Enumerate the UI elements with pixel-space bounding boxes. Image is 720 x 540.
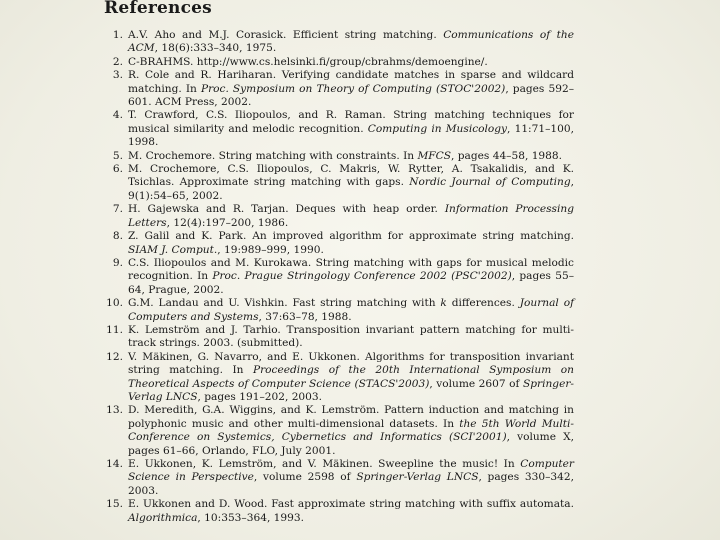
venue-title: Algorithmica [128, 511, 198, 524]
venue-title: Proc. Symposium on Theory of Computing (STOC'2002) [200, 82, 506, 95]
reference-text [128, 257, 574, 297]
reference-part: , volume 2598 of [253, 471, 357, 484]
math-variable: k [440, 297, 447, 310]
reference-item [104, 203, 574, 230]
reference-part: , 10:353–364, 1993. [197, 511, 305, 524]
reference-text [128, 297, 574, 324]
reference-item [104, 297, 574, 324]
venue-title: Communications of the ACM [128, 29, 574, 55]
reference-number: 7. [112, 203, 123, 216]
reference-item [104, 230, 574, 257]
venue-title: Nordic Journal of Computing [409, 176, 571, 189]
reference-text [128, 56, 574, 69]
reference-part: D. Meredith, G.A. Wiggins, and K. Lemström. Pattern induction and matching in polyphonic music and other multi-dimensional datasets. In [128, 404, 574, 430]
reference-part: , volume 2607 of [429, 377, 523, 390]
reference-part: H. Gajewska and R. Tarjan. Deques with heap order. [128, 203, 445, 216]
reference-part: R. Cole and R. Hariharan. Verifying candidate matches in sparse and wildcard matching. In [128, 69, 574, 95]
reference-number: 15. [106, 498, 123, 511]
reference-item [104, 324, 574, 351]
reference-part: V. Mäkinen, G. Navarro, and E. Ukkonen. Algorithms for transposition invariant string matching. In [128, 350, 574, 377]
reference-item [104, 498, 574, 525]
reference-number: 13. [106, 404, 123, 417]
reference-item [104, 163, 574, 203]
reference-text [128, 150, 574, 163]
reference-part: M. Crochemore, C.S. Iliopoulos, C. Makris, W. Rytter, A. Tsakalidis, and K. Tsichlas. Approximate string matching with gaps. [128, 163, 574, 189]
reference-text [128, 404, 574, 458]
reference-part: , 12(4):197–200, 1986. [166, 216, 289, 229]
reference-item [104, 29, 574, 56]
reference-part: , pages 191–202, 2003. [197, 390, 323, 403]
reference-part: differences. [446, 297, 520, 310]
reference-part: , 19:989–999, 1990. [217, 243, 324, 256]
reference-part: , pages 44–58, 1988. [451, 149, 563, 162]
reference-number: 11. [106, 323, 123, 336]
reference-text [128, 163, 574, 203]
reference-text [128, 69, 574, 109]
reference-text [128, 498, 574, 525]
reference-item [104, 150, 574, 163]
reference-item [104, 351, 574, 405]
venue-title: Journal of Computers and Systems [128, 297, 574, 323]
venue-title: MFCS [417, 149, 452, 162]
venue-title: SIAM J. Comput. [128, 243, 218, 256]
reference-part: , 9(1):54–65, 2002. [128, 176, 574, 202]
reference-number: 10. [106, 297, 123, 310]
reference-list [104, 29, 574, 525]
reference-item [104, 257, 574, 297]
reference-part: , 37:63–78, 1988. [258, 310, 352, 323]
reference-part: Z. Galil and K. Park. An improved algorithm for approximate string matching. [128, 230, 574, 243]
venue-title: Computer Science in Perspective [128, 458, 574, 484]
references-heading: References [104, 0, 212, 18]
reference-part: A.V. Aho and M.J. Corasick. Efficient string matching. [128, 29, 444, 41]
reference-part: , 11:71–100, 1998. [128, 122, 574, 149]
reference-text [128, 458, 574, 498]
series-title: Springer-Verlag LNCS [128, 377, 574, 403]
reference-part: G.M. Landau and U. Vishkin. Fast string matching with [128, 297, 441, 310]
reference-number: 12. [106, 350, 123, 363]
reference-part: C.S. Iliopoulos and M. Kurokawa. String matching with gaps for musical melodic recognition. In [128, 256, 574, 283]
venue-title: Computing in Musicology [367, 122, 508, 135]
reference-part: , pages 55–64, Prague, 2002. [128, 270, 575, 296]
reference-item [104, 56, 574, 69]
reference-item [104, 404, 574, 458]
reference-number: 2. [112, 55, 123, 68]
reference-part: C-BRAHMS. http://www.cs.helsinki.fi/group/cbrahms/demoengine/. [128, 55, 488, 68]
reference-number: 1. [112, 29, 123, 41]
series-title: Springer-Verlag LNCS [356, 471, 479, 484]
reference-text [128, 203, 574, 230]
venue-title: Proceedings of the 20th International Symposium on Theoretical Aspects of Computer Science (STACS'2003) [128, 364, 574, 390]
reference-part: , pages 330–342, 2003. [128, 471, 574, 497]
reference-text [128, 230, 574, 257]
reference-part: E. Ukkonen and D. Wood. Fast approximate string matching with suffix automata. [128, 498, 574, 511]
reference-part: T. Crawford, C.S. Iliopoulos, and R. Raman. String matching techniques for musical similarity and melodic recognition. [128, 109, 574, 135]
reference-part: M. Crochemore. String matching with constraints. In [128, 149, 418, 162]
venue-title: the 5th World Multi-Conference on Systemics, Cybernetics and Informatics (SCI'2001) [128, 417, 574, 444]
reference-text [128, 29, 574, 56]
reference-number: 5. [112, 149, 123, 162]
reference-number: 14. [106, 458, 123, 470]
venue-title: Information Processing Letters [128, 203, 574, 229]
reference-number: 6. [112, 163, 123, 176]
reference-item [104, 458, 574, 498]
reference-text [128, 109, 574, 149]
reference-part: , pages 592–601. ACM Press, 2002. [128, 82, 574, 109]
reference-part: K. Lemström and J. Tarhio. Transposition invariant pattern matching for multi-track strings. 2003. (submitted). [128, 323, 574, 350]
reference-number: 4. [112, 109, 123, 122]
venue-title: Proc. Prague Stringology Conference 2002 (PSC'2002) [212, 270, 512, 283]
reference-item [104, 69, 574, 109]
reference-text [128, 351, 574, 405]
reference-text [128, 324, 574, 351]
reference-item [104, 109, 574, 149]
reference-number: 8. [112, 230, 123, 243]
reference-part: , 18(6):333–340, 1975. [154, 42, 277, 55]
reference-part: E. Ukkonen, K. Lemström, and V. Mäkinen. Sweepline the music! In [128, 458, 521, 470]
reference-part: , volume X, pages 61–66, Orlando, FLO, July 2001. [128, 431, 574, 457]
reference-number: 3. [112, 69, 123, 82]
reference-number: 9. [112, 256, 123, 269]
